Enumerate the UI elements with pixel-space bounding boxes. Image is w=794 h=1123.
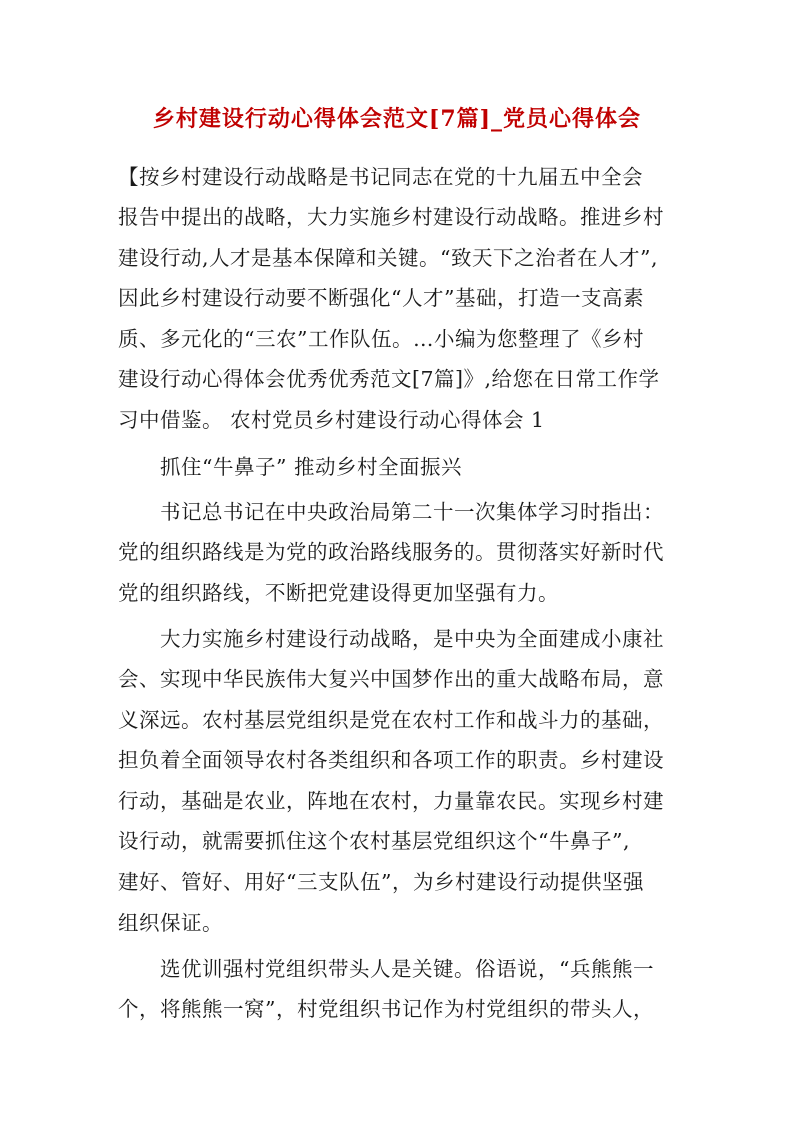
paragraph-2-line-6: 设行动，就需要抓住这个农村基层党组织这个“牛鼻子”, [118,829,630,853]
intro-line-3: 建设行动,人才是基本保障和关键。“致天下之治者在人才”, [118,246,658,270]
intro-line-1: 【按乡村建设行动战略是书记同志在党的十九届五中全会 [118,165,643,189]
document-title: 乡村建设行动心得体会范文[7篇]_党员心得体会 [152,106,642,132]
paragraph-2-line-5: 行动，基础是农业，阵地在农村，力量靠农民。实现乡村建 [118,789,664,813]
paragraph-2-line-2: 会、实现中华民族伟大复兴中国梦作出的重大战略布局，意 [118,667,664,691]
paragraph-1-line-3: 党的组织路线，不断把党建设得更加坚强有力。 [118,581,559,605]
paragraph-1-line-1: 书记总书记在中央政治局第二十一次集体学习时指出： [160,500,664,524]
section-heading: 抓住“牛鼻子” 推动乡村全面振兴 [160,455,462,479]
paragraph-2-line-3: 义深远。农村基层党组织是党在农村工作和战斗力的基础， [118,708,664,732]
paragraph-2-line-1: 大力实施乡村建设行动战略，是中央为全面建成小康社 [160,627,664,651]
paragraph-2-line-7: 建好、管好、用好“三支队伍”，为乡村建设行动提供坚强 [118,870,644,894]
paragraph-2-line-8: 组织保证。 [118,911,223,935]
intro-line-4: 因此乡村建设行动要不断强化“人才”基础，打造一支高素 [118,286,644,310]
intro-line-5: 质、多元化的“三农”工作队伍。…小编为您整理了《乡村 [118,327,644,351]
intro-line-7: 习中借鉴。 农村党员乡村建设行动心得体会 1 [118,408,545,432]
paragraph-1-line-2: 党的组织路线是为党的政治路线服务的。贯彻落实好新时代 [118,540,664,564]
paragraph-3-line-2: 个，将熊熊一窝”，村党组织书记作为村党组织的带头人， [118,997,654,1021]
paragraph-2-line-4: 担负着全面领导农村各类组织和各项工作的职责。乡村建设 [118,748,664,772]
intro-line-2: 报告中提出的战略，大力实施乡村建设行动战略。推进乡村 [118,205,664,229]
intro-line-6: 建设行动心得体会优秀优秀范文[7篇]》,给您在日常工作学 [118,367,660,391]
paragraph-3-line-1: 选优训强村党组织带头人是关键。俗语说，“兵熊熊一 [160,957,654,981]
